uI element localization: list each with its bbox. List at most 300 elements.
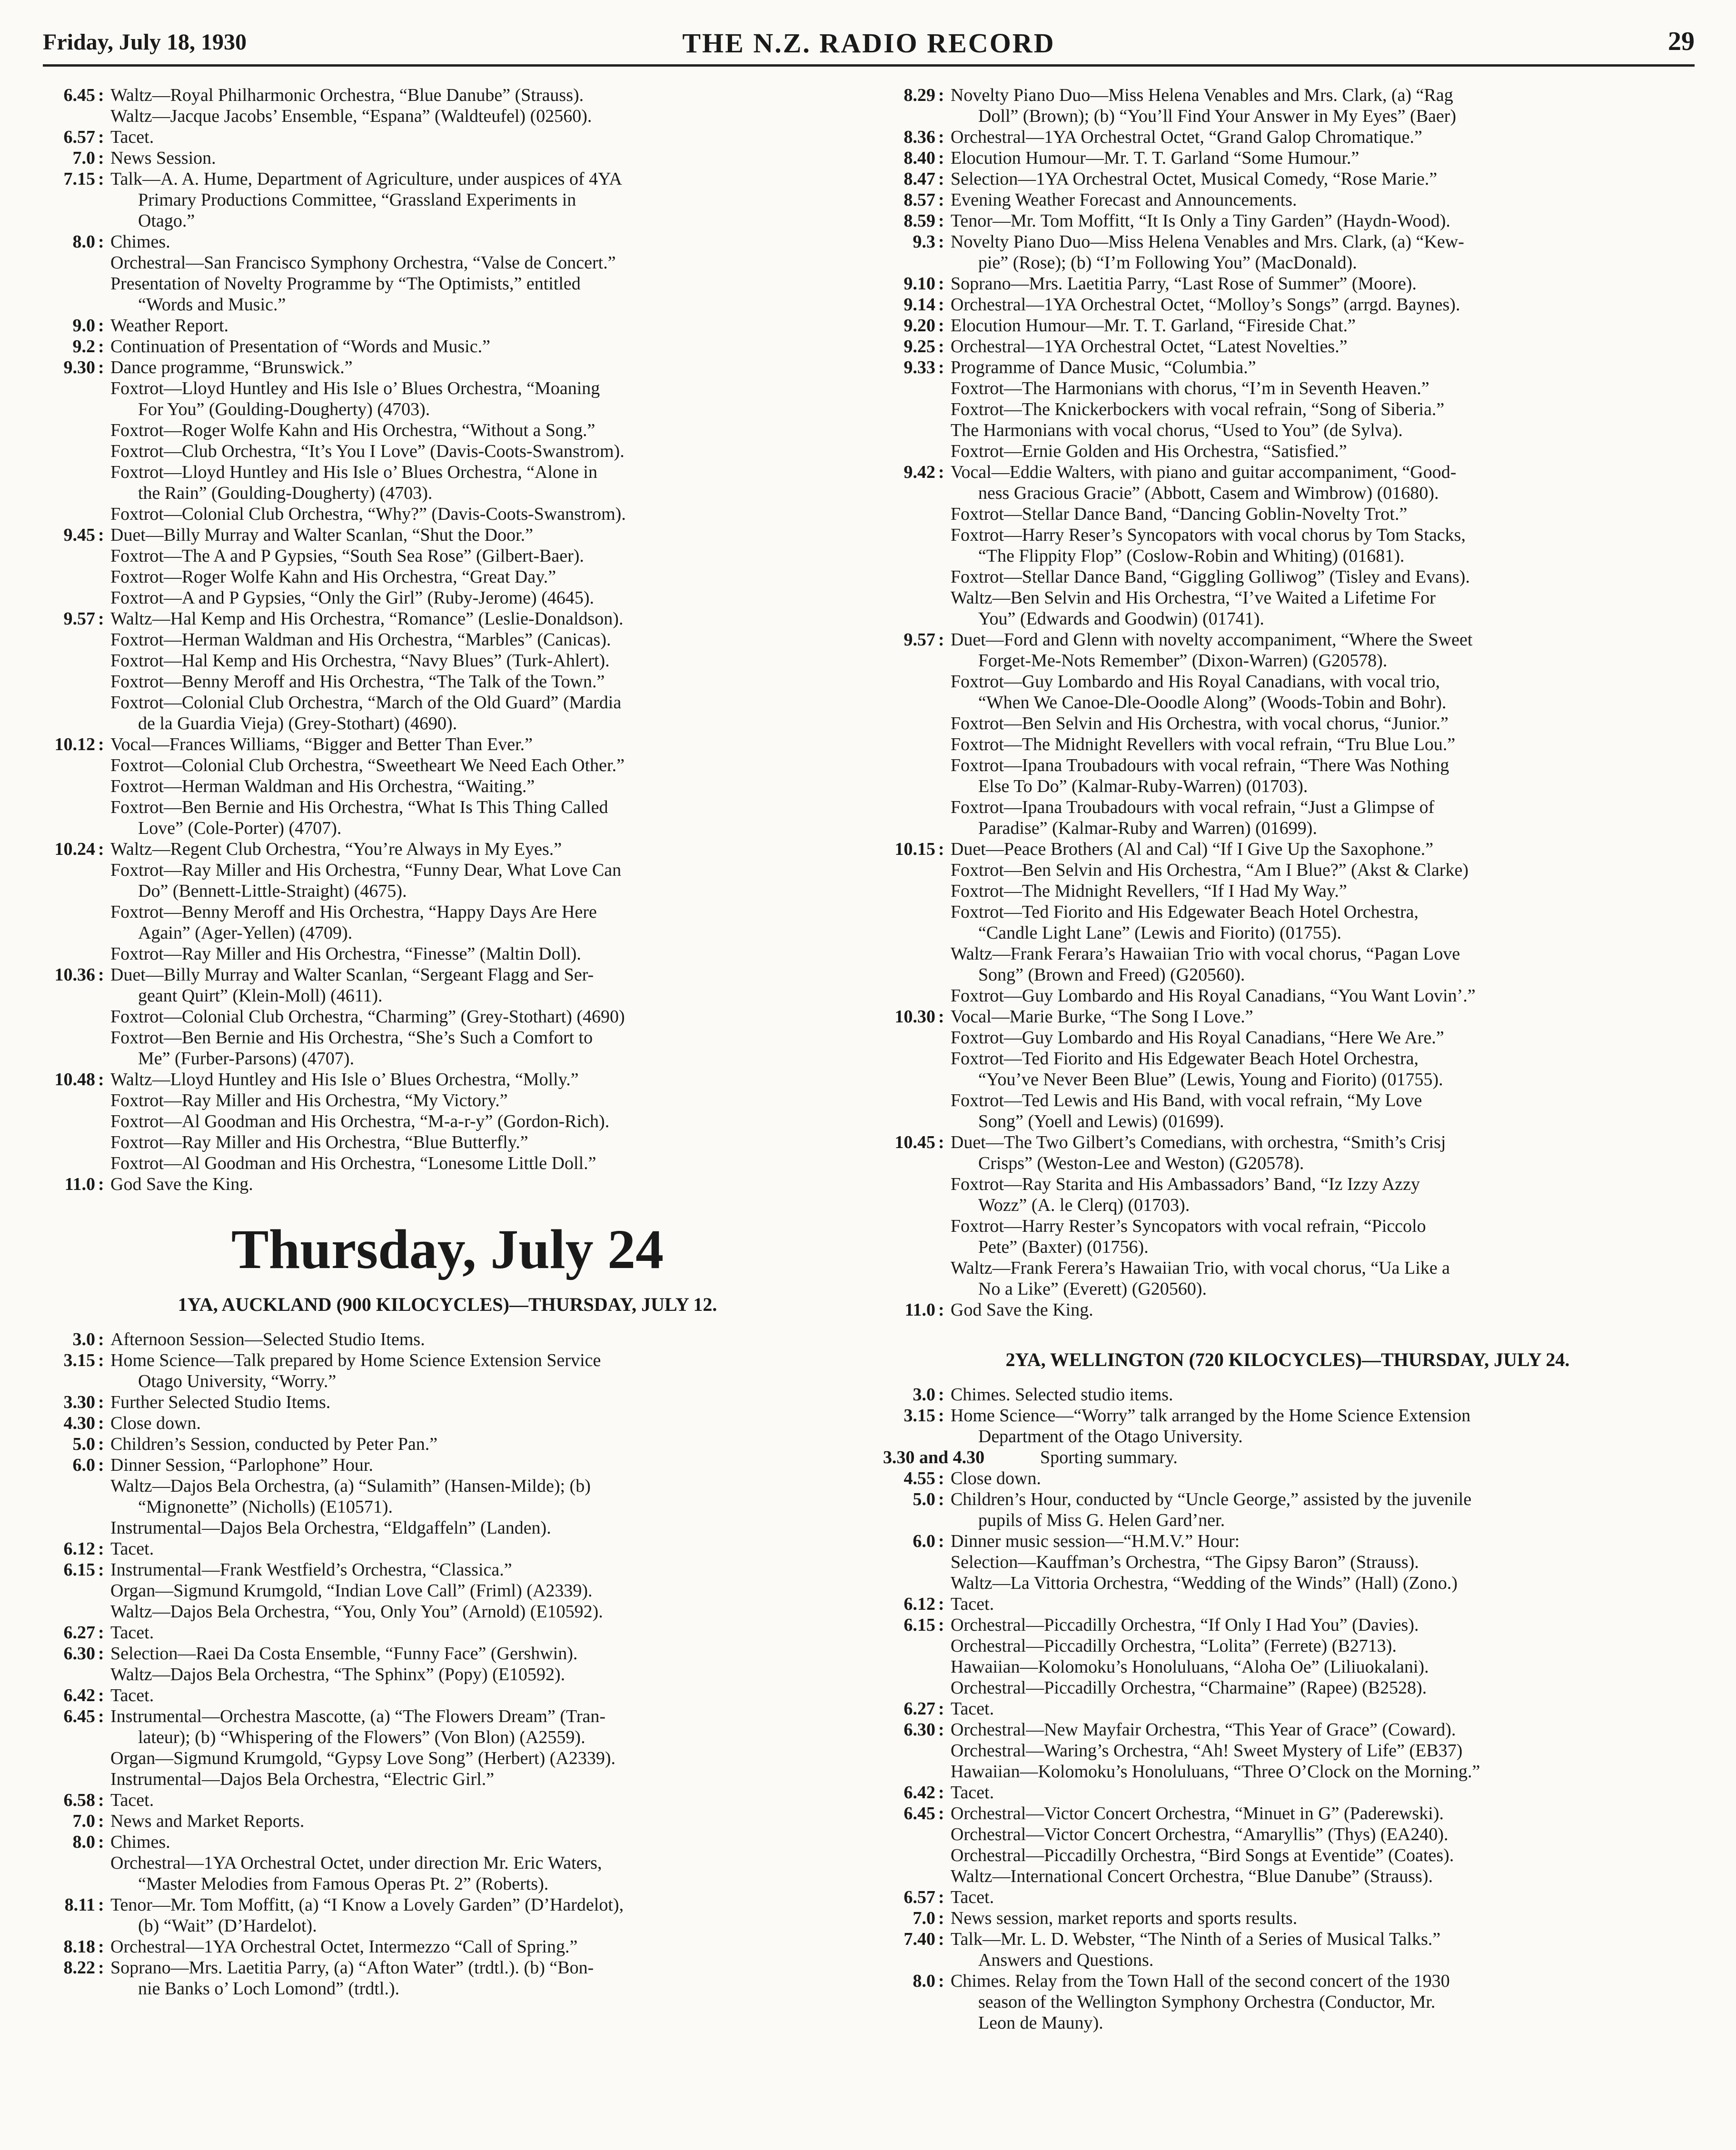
programme-item-text: Department of the Otago University.	[978, 1427, 1243, 1447]
programme-line	[43, 148, 852, 168]
programme-item-text: Chimes. Selected studio items.	[951, 1385, 1173, 1405]
programme-line	[883, 1615, 1692, 1635]
programme-time: 6.12	[903, 1594, 935, 1614]
programme-line	[43, 985, 852, 1006]
programme-time: 6.42	[63, 1685, 95, 1705]
programme-time: 5.0	[913, 1489, 935, 1509]
programme-line	[883, 902, 1692, 922]
programme-line	[43, 252, 852, 273]
programme-time: 3.15	[63, 1350, 95, 1370]
programme-time: 4.55	[903, 1468, 935, 1488]
programme-time: 11.0	[904, 1300, 935, 1320]
time-separator: :	[98, 839, 104, 859]
programme-item-text: Tacet.	[110, 127, 154, 147]
programme-item-text: Tenor—Mr. Tom Moffitt, “It Is Only a Tiny Garden” (Haydn-Wood).	[951, 211, 1450, 231]
programme-item-text: Selection—1YA Orchestral Octet, Musical Comedy, “Rose Marie.”	[951, 169, 1438, 189]
friday-programme-continued	[43, 85, 852, 1195]
time-separator: :	[938, 127, 944, 147]
programme-time: 3.15	[903, 1406, 935, 1426]
programme-item-text: Vocal—Eddie Walters, with piano and guitar accompaniment, “Good-	[951, 462, 1457, 482]
time-separator: :	[938, 357, 944, 377]
time-separator: :	[938, 1803, 944, 1823]
programme-time: 9.20	[903, 316, 935, 336]
programme-item-text: Tacet.	[110, 1790, 154, 1810]
programme-line	[883, 1866, 1692, 1887]
time-separator: :	[98, 1539, 104, 1559]
programme-line	[883, 1573, 1692, 1594]
programme-line	[43, 1517, 852, 1538]
programme-line	[883, 1803, 1692, 1824]
programme-line	[43, 1111, 852, 1132]
time-separator: :	[98, 1174, 104, 1194]
programme-line	[43, 776, 852, 797]
time-separator: :	[98, 337, 104, 357]
programme-item-text: Waltz—Frank Ferara’s Hawaiian Trio with vocal chorus, “Pagan Love	[951, 944, 1460, 964]
programme-line	[43, 462, 852, 483]
programme-item-text: Foxtrot—Ipana Troubadours with vocal refrain, “There Was Nothing	[951, 755, 1449, 775]
time-separator: :	[938, 1385, 944, 1405]
programme-item-text: Close down.	[110, 1413, 201, 1433]
programme-item-text: Evening Weather Forecast and Announcements.	[951, 190, 1297, 210]
programme-line	[43, 1174, 852, 1195]
programme-item-text: Foxtrot—Lloyd Huntley and His Isle o’ Blues Orchestra, “Alone in	[110, 462, 597, 482]
time-separator: :	[938, 232, 944, 252]
programme-line	[883, 1299, 1692, 1320]
programme-item-text: Foxtrot—Colonial Club Orchestra, “March of the Old Guard” (Mardia	[110, 693, 622, 713]
programme-time: 8.22	[63, 1958, 95, 1978]
programme-item-text: Otago.”	[138, 211, 195, 231]
time-separator: :	[98, 85, 104, 105]
page-header	[43, 26, 1695, 67]
programme-line	[43, 315, 852, 336]
time-separator: :	[938, 169, 944, 189]
programme-item-text: Tacet.	[951, 1699, 994, 1719]
programme-item-text: Foxtrot—The Midnight Revellers, “If I Had My Way.”	[951, 881, 1347, 901]
programme-line	[883, 545, 1692, 566]
programme-line	[43, 1769, 852, 1790]
programme-item-text: Selection—Kauffman’s Orchestra, “The Gipsy Baron” (Strauss).	[951, 1552, 1419, 1572]
time-separator: :	[938, 1132, 944, 1152]
programme-line	[43, 797, 852, 818]
programme-line	[883, 1845, 1692, 1866]
programme-item-text: Foxtrot—Guy Lombardo and His Royal Canadians, “You Want Lovin’.”	[951, 986, 1476, 1006]
programme-item-text: Elocution Humour—Mr. T. T. Garland, “Fireside Chat.”	[951, 316, 1356, 336]
programme-item-text: No a Like” (Everett) (G20560).	[978, 1279, 1207, 1299]
programme-time: 8.0	[913, 1971, 935, 1991]
programme-line	[883, 420, 1692, 441]
programme-line	[43, 504, 852, 525]
programme-line	[883, 1594, 1692, 1615]
time-separator: :	[938, 630, 944, 650]
programme-item-text: Waltz—Dajos Bela Orchestra, “You, Only You” (Arnold) (E10592).	[110, 1602, 603, 1622]
programme-item-text: de la Guardia Vieja) (Grey-Stothart) (4690).	[138, 713, 457, 733]
right-column	[883, 85, 1692, 2033]
programme-time: 7.0	[72, 1811, 95, 1831]
programme-line	[43, 587, 852, 608]
programme-time: 9.42	[903, 462, 935, 482]
programme-time: 9.25	[903, 337, 935, 357]
time-separator: :	[98, 1455, 104, 1475]
programme-line	[43, 420, 852, 441]
time-separator: :	[938, 839, 944, 859]
header-title: THE N.Z. RADIO RECORD	[682, 28, 1055, 59]
programme-item-text: Instrumental—Frank Westfield’s Orchestra, “Classica.”	[110, 1560, 512, 1580]
programme-item-text: Foxtrot—Ben Selvin and His Orchestra, with vocal chorus, “Junior.”	[951, 713, 1448, 733]
programme-item-text: Orchestral—1YA Orchestral Octet, “Grand Galop Chromatique.”	[951, 127, 1422, 147]
programme-item-text: Instrumental—Dajos Bela Orchestra, “Eldgaffeln” (Landen).	[110, 1518, 551, 1538]
programme-line	[43, 1350, 852, 1371]
programme-item-text: Leon de Mauny).	[978, 2013, 1103, 2033]
programme-item-text: Orchestral—Waring’s Orchestra, “Ah! Sweet Mystery of Life” (EB37)	[951, 1741, 1463, 1761]
programme-line	[883, 1153, 1692, 1174]
programme-item-text: Do” (Bennett-Little-Straight) (4675).	[138, 881, 407, 901]
programme-line	[43, 881, 852, 902]
programme-time: 6.45	[903, 1803, 935, 1823]
programme-time: 7.15	[63, 169, 95, 189]
programme-time: 6.45	[63, 1706, 95, 1726]
time-separator: :	[938, 1615, 944, 1635]
time-separator: :	[938, 1720, 944, 1740]
programme-line	[43, 1153, 852, 1174]
programme-line	[43, 1957, 852, 1978]
programme-line	[43, 734, 852, 755]
station-2ya-programme	[883, 1384, 1692, 2033]
programme-item-text: Dance programme, “Brunswick.”	[110, 357, 353, 377]
time-separator: :	[98, 1811, 104, 1831]
programme-line	[883, 85, 1692, 106]
programme-item-text: Dinner Session, “Parlophone” Hour.	[110, 1455, 373, 1475]
programme-item-text: “You’ve Never Been Blue” (Lewis, Young and Fiorito) (01755).	[978, 1070, 1443, 1090]
programme-item-text: Crisps” (Weston-Lee and Weston) (G20578).	[978, 1153, 1304, 1173]
programme-line	[883, 1090, 1692, 1111]
programme-item-text: Foxtrot—Ray Starita and His Ambassadors’ Band, “Iz Izzy Azzy	[951, 1174, 1420, 1194]
programme-line	[883, 1405, 1692, 1426]
programme-line	[43, 294, 852, 315]
programme-time: 9.0	[72, 316, 95, 336]
programme-item-text: Foxtrot—Hal Kemp and His Orchestra, “Navy Blues” (Turk-Ahlert).	[110, 651, 610, 671]
programme-item-text: Elocution Humour—Mr. T. T. Garland “Some Humour.”	[951, 148, 1359, 168]
programme-line	[43, 1790, 852, 1811]
programme-item-text: “When We Canoe-Dle-Ooodle Along” (Woods-Tobin and Bohr).	[978, 693, 1447, 713]
programme-line	[883, 1971, 1692, 1991]
thursday-heading: Thursday, July 24	[231, 1218, 664, 1280]
time-separator: :	[938, 1783, 944, 1803]
programme-item-text: Foxtrot—A and P Gypsies, “Only the Girl” (Ruby-Jerome) (4645).	[110, 588, 594, 608]
time-separator: :	[98, 1623, 104, 1643]
programme-line	[43, 1434, 852, 1455]
programme-item-text: Tacet.	[110, 1623, 154, 1643]
programme-line	[43, 483, 852, 504]
programme-item-text: News and Market Reports.	[110, 1811, 305, 1831]
programme-item-text: Love” (Cole-Porter) (4707).	[138, 818, 342, 838]
programme-item-text: Tacet.	[110, 1539, 154, 1559]
programme-item-text: lateur); (b) “Whispering of the Flowers” (Von Blon) (A2559).	[138, 1727, 585, 1747]
programme-item-text: God Save the King.	[110, 1174, 253, 1194]
programme-item-text: Waltz—Ben Selvin and His Orchestra, “I’ve Waited a Lifetime For	[951, 588, 1436, 608]
programme-item-text: Else To Do” (Kalmar-Ruby-Warren) (01703).	[978, 776, 1308, 796]
programme-item-text: Foxtrot—The A and P Gypsies, “South Sea Rose” (Gilbert-Baer).	[110, 546, 584, 566]
programme-item-text: Tacet.	[951, 1783, 994, 1803]
programme-item-text: Foxtrot—Ipana Troubadours with vocal refrain, “Just a Glimpse of	[951, 797, 1435, 817]
programme-time: 8.40	[903, 148, 935, 168]
time-separator: :	[938, 1929, 944, 1949]
programme-line	[883, 1510, 1692, 1531]
programme-item-text: Foxtrot—Ray Miller and His Orchestra, “My Victory.”	[110, 1090, 508, 1110]
station-1ya-programme-continued	[883, 85, 1692, 1320]
programme-item-text: Duet—Billy Murray and Walter Scanlan, “Shut the Door.”	[110, 525, 533, 545]
programme-line	[43, 1027, 852, 1048]
time-separator: :	[98, 1685, 104, 1705]
programme-item-text: Waltz—Dajos Bela Orchestra, “The Sphinx” (Popy) (E10592).	[110, 1665, 565, 1684]
time-separator: :	[98, 965, 104, 985]
programme-line	[883, 148, 1692, 168]
programme-item-text: Organ—Sigmund Krumgold, “Gypsy Love Song” (Herbert) (A2339).	[110, 1748, 616, 1768]
programme-line	[883, 1006, 1692, 1027]
programme-item-text: pie” (Rose); (b) “I’m Following You” (MacDonald).	[978, 253, 1357, 273]
programme-item-text: Foxtrot—Ted Lewis and His Band, with vocal refrain, “My Love	[951, 1090, 1422, 1110]
programme-line	[43, 1811, 852, 1832]
programme-time: 6.27	[903, 1699, 935, 1719]
station-heading-2ya: 2YA, WELLINGTON (720 KILOCYCLES)—THURSDAY, JULY 24.	[1005, 1349, 1570, 1370]
programme-item-text: Waltz—Regent Club Orchestra, “You’re Always in My Eyes.”	[110, 839, 562, 859]
time-separator: :	[938, 274, 944, 294]
programme-line	[883, 1887, 1692, 1908]
programme-line	[43, 755, 852, 776]
programme-line	[883, 378, 1692, 399]
programme-line	[883, 399, 1692, 420]
programme-line	[43, 106, 852, 127]
programme-item-text: pupils of Miss G. Helen Gard’ner.	[978, 1510, 1225, 1530]
programme-item-text: Orchestral—Piccadilly Orchestra, “If Only I Had You” (Davies).	[951, 1615, 1419, 1635]
programme-item-text: Foxtrot—Harry Reser’s Syncopators with vocal chorus by Tom Stacks,	[951, 525, 1466, 545]
programme-line	[883, 1468, 1692, 1489]
programme-line	[883, 692, 1692, 713]
programme-time: 10.15	[894, 839, 935, 859]
time-separator: :	[98, 525, 104, 545]
programme-item-text: Foxtrot—The Midnight Revellers with vocal refrain, “Tru Blue Lou.”	[951, 734, 1456, 754]
programme-line	[883, 1698, 1692, 1719]
programme-item-text: Foxtrot—Ben Selvin and His Orchestra, “Am I Blue?” (Akst & Clarke)	[951, 860, 1469, 880]
programme-item-text: “The Flippity Flop” (Coslow-Robin and Whiting) (01681).	[978, 546, 1405, 566]
programme-line	[883, 2012, 1692, 2033]
programme-item-text: Foxtrot—Herman Waldman and His Orchestra, “Marbles” (Canicas).	[110, 630, 611, 650]
time-separator: :	[938, 148, 944, 168]
programme-line	[43, 839, 852, 860]
programme-item-text: Paradise” (Kalmar-Ruby and Warren) (01699).	[978, 818, 1317, 838]
programme-line	[883, 504, 1692, 525]
programme-item-text: Me” (Furber-Parsons) (4707).	[138, 1049, 355, 1069]
programme-line	[43, 818, 852, 839]
programme-line	[43, 1496, 852, 1517]
programme-time: 8.0	[72, 1832, 95, 1852]
programme-item-text: Foxtrot—Harry Rester’s Syncopators with vocal refrain, “Piccolo	[951, 1216, 1426, 1236]
time-separator: :	[98, 1070, 104, 1090]
programme-item-text: Foxtrot—Colonial Club Orchestra, “Sweetheart We Need Each Other.”	[110, 755, 625, 775]
time-separator: :	[98, 1958, 104, 1978]
programme-line	[883, 629, 1692, 650]
programme-item-text: Sporting summary.	[1040, 1447, 1178, 1467]
programme-item-text: Waltz—Lloyd Huntley and His Isle o’ Blues Orchestra, “Molly.”	[110, 1070, 579, 1090]
programme-line	[883, 127, 1692, 148]
programme-line	[43, 1132, 852, 1153]
programme-time: 8.36	[903, 127, 935, 147]
programme-line	[883, 1195, 1692, 1216]
time-separator: :	[938, 1699, 944, 1719]
programme-time: 3.30 and 4.30	[883, 1447, 985, 1467]
programme-line	[43, 1978, 852, 1999]
time-separator: :	[98, 1350, 104, 1370]
programme-item-text: Pete” (Baxter) (01756).	[978, 1237, 1149, 1257]
programme-item-text: Novelty Piano Duo—Miss Helena Venables and Mrs. Clark, (a) “Rag	[951, 85, 1453, 105]
programme-item-text: ness Gracious Gracie” (Abbott, Casem and Wimbrow) (01680).	[978, 483, 1439, 503]
programme-line	[883, 1950, 1692, 1971]
programme-item-text: Foxtrot—Ray Miller and His Orchestra, “Finesse” (Maltin Doll).	[110, 944, 581, 964]
time-separator: :	[98, 1832, 104, 1852]
programme-line	[43, 1090, 852, 1111]
programme-item-text: “Mignonette” (Nicholls) (E10571).	[138, 1497, 393, 1517]
time-separator: :	[938, 1971, 944, 1991]
programme-line	[43, 399, 852, 420]
programme-line	[43, 692, 852, 713]
programme-line	[883, 1782, 1692, 1803]
programme-item-text: Selection—Raei Da Costa Ensemble, “Funny Face” (Gershwin).	[110, 1644, 578, 1664]
programme-line	[43, 1915, 852, 1936]
programme-line	[883, 1824, 1692, 1845]
programme-item-text: Foxtrot—Stellar Dance Band, “Giggling Golliwog” (Tisley and Evans).	[951, 567, 1470, 587]
programme-item-text: Foxtrot—Colonial Club Orchestra, “Why?” (Davis-Coots-Swanstrom).	[110, 504, 626, 524]
programme-item-text: Children’s Hour, conducted by “Uncle George,” assisted by the juvenile	[951, 1489, 1472, 1509]
programme-item-text: Foxtrot—Roger Wolfe Kahn and His Orchestra, “Without a Song.”	[110, 420, 595, 440]
programme-line	[883, 1447, 1692, 1468]
programme-item-text: Chimes. Relay from the Town Hall of the second concert of the 1930	[951, 1971, 1450, 1991]
programme-item-text: The Harmonians with vocal chorus, “Used to You” (de Sylva).	[951, 420, 1403, 440]
programme-time: 6.12	[63, 1539, 95, 1559]
programme-line	[883, 1216, 1692, 1237]
programme-item-text: Duet—Billy Murray and Walter Scanlan, “Sergeant Flagg and Ser-	[110, 965, 594, 985]
programme-time: 9.3	[913, 232, 935, 252]
programme-line	[883, 860, 1692, 881]
programme-item-text: Talk—Mr. L. D. Webster, “The Ninth of a Series of Musical Talks.”	[951, 1929, 1441, 1949]
programme-line	[883, 671, 1692, 692]
programme-item-text: Afternoon Session—Selected Studio Items.	[110, 1329, 425, 1349]
programme-line	[43, 1392, 852, 1413]
programme-item-text: Soprano—Mrs. Laetitia Parry, (a) “Afton Water” (trdtl.). (b) “Bon-	[110, 1958, 594, 1978]
programme-line	[43, 210, 852, 231]
programme-line	[883, 168, 1692, 189]
programme-line	[883, 525, 1692, 545]
programme-line	[883, 1908, 1692, 1929]
programme-item-text: Orchestral—Piccadilly Orchestra, “Charmaine” (Rapee) (B2528).	[951, 1678, 1427, 1698]
time-separator: :	[98, 609, 104, 629]
programme-line	[43, 1936, 852, 1957]
programme-item-text: the Rain” (Goulding-Dougherty) (4703).	[138, 483, 433, 503]
programme-item-text: Foxtrot—Colonial Club Orchestra, “Charming” (Grey-Stothart) (4690)	[110, 1007, 625, 1027]
programme-item-text: Dinner music session—“H.M.V.” Hour:	[951, 1531, 1240, 1551]
programme-item-text: nie Banks o’ Loch Lomond” (trdtl.).	[138, 1979, 400, 1999]
programme-line	[43, 1371, 852, 1392]
programme-line	[883, 252, 1692, 273]
time-separator: :	[938, 316, 944, 336]
programme-line	[43, 860, 852, 881]
programme-line	[43, 1832, 852, 1853]
programme-line	[883, 1048, 1692, 1069]
programme-item-text: Novelty Piano Duo—Miss Helena Venables and Mrs. Clark, (a) “Kew-	[951, 232, 1464, 252]
programme-item-text: Close down.	[951, 1468, 1041, 1488]
programme-item-text: Forget-Me-Nots Remember” (Dixon-Warren) (G20578).	[978, 651, 1388, 671]
programme-item-text: Song” (Yoell and Lewis) (01699).	[978, 1111, 1224, 1131]
programme-line	[43, 168, 852, 189]
time-separator: :	[938, 1468, 944, 1488]
programme-item-text: Orchestral—1YA Orchestral Octet, “Latest Novelties.”	[951, 337, 1348, 357]
programme-item-text: Duet—The Two Gilbert’s Comedians, with orchestra, “Smith’s Crisj	[951, 1132, 1446, 1152]
programme-item-text: “Words and Music.”	[138, 295, 286, 315]
time-separator: :	[938, 1007, 944, 1027]
time-separator: :	[938, 190, 944, 210]
programme-item-text: Foxtrot—Club Orchestra, “It’s You I Love” (Davis-Coots-Swanstrom).	[110, 441, 625, 461]
programme-item-text: Chimes.	[110, 232, 170, 252]
programme-line	[43, 1748, 852, 1769]
programme-item-text: Foxtrot—Lloyd Huntley and His Isle o’ Blues Orchestra, “Moaning	[110, 378, 600, 398]
programme-time: 6.27	[63, 1623, 95, 1643]
programme-item-text: Weather Report.	[110, 316, 229, 336]
programme-line	[883, 608, 1692, 629]
programme-item-text: Further Selected Studio Items.	[110, 1392, 331, 1412]
programme-time: 6.0	[72, 1455, 95, 1475]
programme-line	[883, 294, 1692, 315]
programme-line	[43, 1727, 852, 1748]
programme-item-text: Foxtrot—Guy Lombardo and His Royal Canadians, “Here We Are.”	[951, 1028, 1444, 1048]
programme-line	[43, 943, 852, 964]
programme-item-text: Hawaiian—Kolomoku’s Honoluluans, “Three O’Clock on the Morning.”	[951, 1762, 1480, 1782]
programme-line	[883, 1929, 1692, 1950]
programme-line	[883, 839, 1692, 860]
programme-time: 10.36	[54, 965, 95, 985]
time-separator: :	[98, 1413, 104, 1433]
programme-item-text: Children’s Session, conducted by Peter Pan.”	[110, 1434, 438, 1454]
programme-line	[43, 1413, 852, 1434]
programme-line	[43, 713, 852, 734]
programme-line	[883, 1740, 1692, 1761]
programme-time: 9.33	[903, 357, 935, 377]
programme-line	[43, 357, 852, 378]
programme-item-text: Foxtrot—Benny Meroff and His Orchestra, “The Talk of the Town.”	[110, 672, 605, 692]
programme-item-text: Wozz” (A. le Clerq) (01703).	[978, 1195, 1190, 1215]
programme-item-text: Waltz—Jacque Jacobs’ Ensemble, “Espana” (Waldteufel) (02560).	[110, 106, 592, 126]
programme-time: 7.0	[72, 148, 95, 168]
programme-item-text: Orchestral—Victor Concert Orchestra, “Amaryllis” (Thys) (EA240).	[951, 1824, 1448, 1844]
programme-item-text: Orchestral—Victor Concert Orchestra, “Minuet in G” (Paderewski).	[951, 1803, 1444, 1823]
programme-item-text: Again” (Ager-Yellen) (4709).	[138, 923, 353, 943]
programme-item-text: Talk—A. A. Hume, Department of Agriculture, under auspices of 4YA	[110, 169, 622, 189]
programme-time: 11.0	[64, 1174, 95, 1194]
programme-line	[883, 336, 1692, 357]
station-heading-1ya: 1YA, AUCKLAND (900 KILOCYCLES)—THURSDAY, JULY 12.	[178, 1294, 717, 1315]
programme-time: 10.12	[54, 734, 95, 754]
programme-item-text: Foxtrot—Al Goodman and His Orchestra, “M-a-r-y” (Gordon-Rich).	[110, 1111, 610, 1131]
programme-line	[883, 106, 1692, 127]
time-separator: :	[938, 1406, 944, 1426]
programme-time: 9.14	[903, 295, 935, 315]
time-separator: :	[98, 232, 104, 252]
programme-line	[883, 273, 1692, 294]
programme-item-text: Orchestral—1YA Orchestral Octet, Intermezzo “Call of Spring.”	[110, 1937, 578, 1957]
time-separator: :	[938, 1300, 944, 1320]
programme-line	[43, 545, 852, 566]
time-separator: :	[938, 1908, 944, 1928]
programme-line	[43, 1873, 852, 1894]
programme-line	[43, 189, 852, 210]
programme-line	[883, 797, 1692, 818]
